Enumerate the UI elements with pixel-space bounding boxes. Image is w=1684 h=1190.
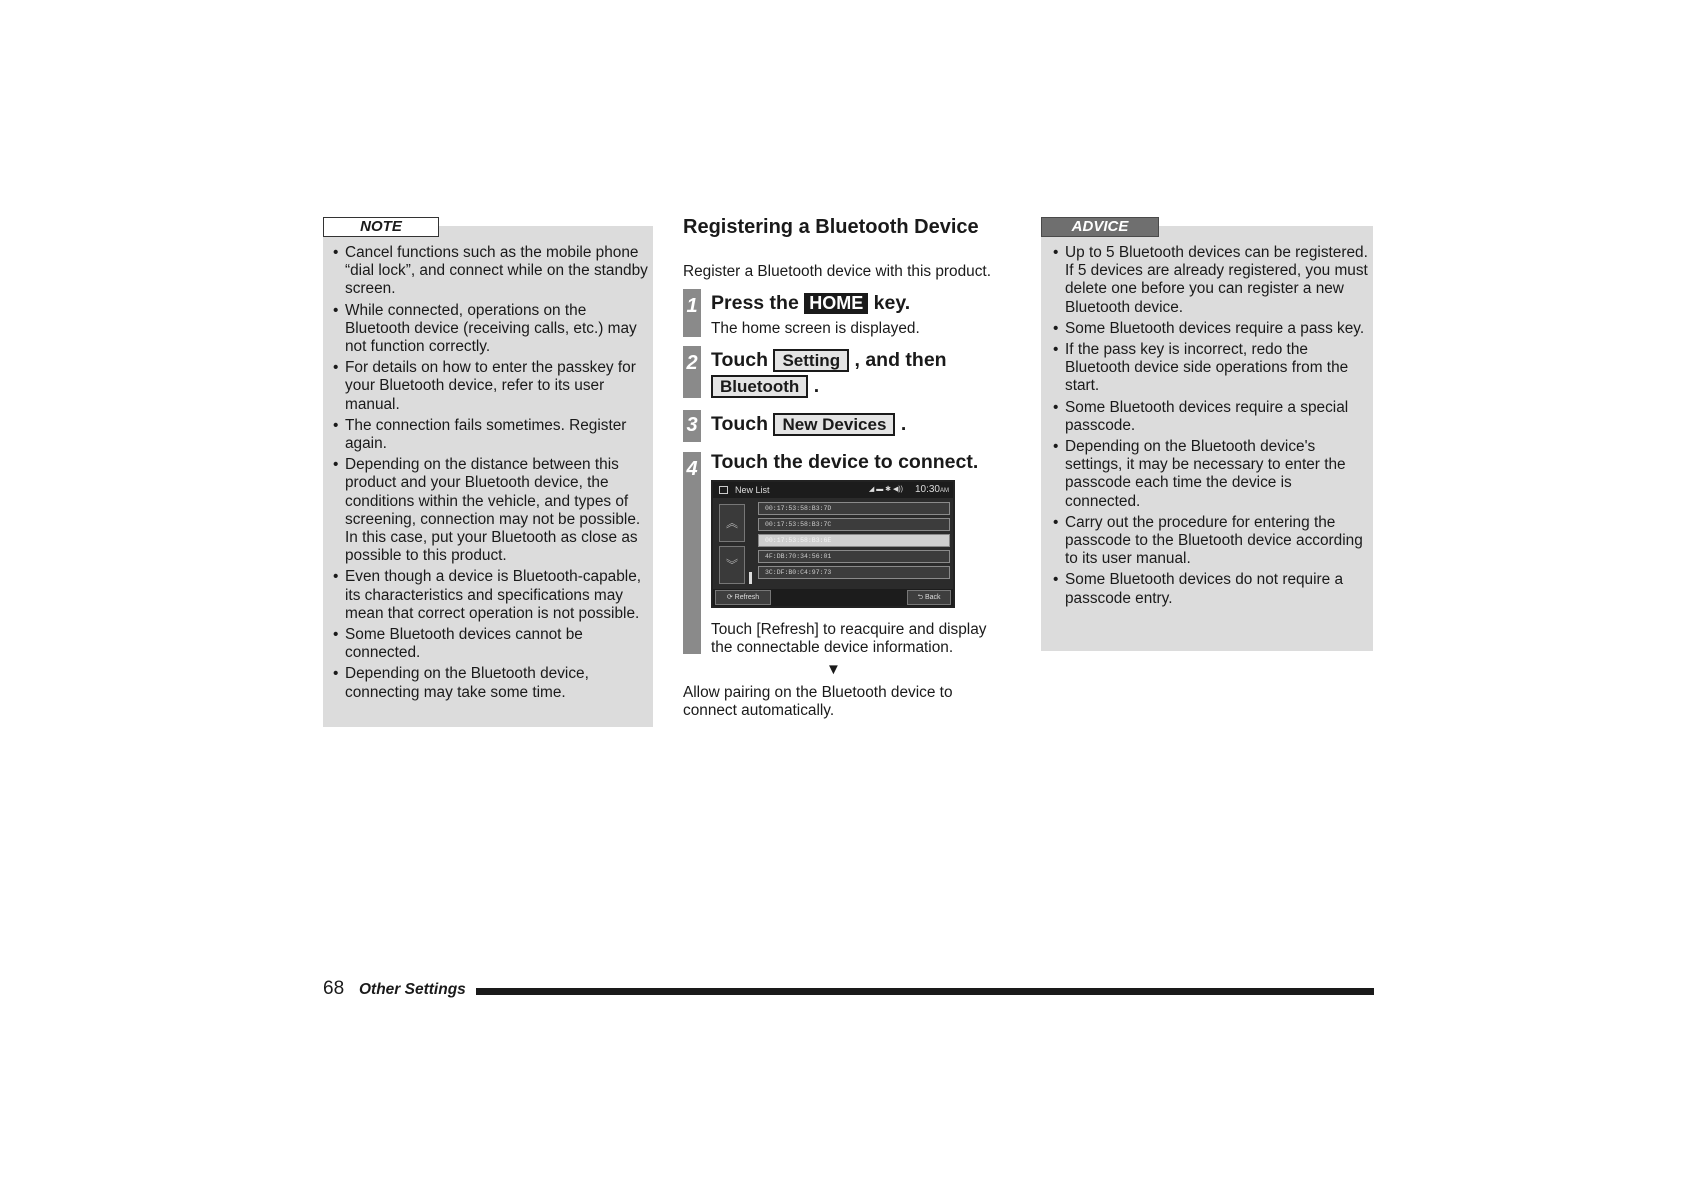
advice-item-extra: If 5 devices are already registered, you must delete one before you can register a new Bluetooth device.: [1065, 262, 1368, 316]
advice-item: • If the pass key is incorrect, redo the Bluetooth device side operations from the start.: [1053, 341, 1371, 396]
note-item: • Some Bluetooth devices cannot be connected.: [333, 626, 649, 662]
device-row-selected: 00:17:53:58:B3:6E: [758, 534, 950, 547]
screen-title: New List: [735, 485, 770, 495]
step-4-number: 4: [683, 452, 701, 654]
page-number: 68: [323, 978, 345, 999]
device-row: 00:17:53:58:B3:7C: [758, 518, 950, 531]
advice-item: • Some Bluetooth devices require a special passcode.: [1053, 399, 1371, 435]
advice-label: ADVICE: [1041, 217, 1159, 237]
device-row: 4F:DB:70:34:56:01: [758, 550, 950, 563]
section-intro: Register a Bluetooth device with this product.: [683, 263, 991, 280]
note-item: • The connection fails sometimes. Register again.: [333, 417, 649, 453]
advice-item-line: Up to 5 Bluetooth devices can be registered.: [1065, 244, 1368, 261]
status-icons: ◢ ▬ ✱ ◀)): [868, 486, 903, 493]
advice-item: • Carry out the procedure for entering the passcode to the Bluetooth device according to its user manual.: [1053, 514, 1371, 569]
arrow-down-icon: ▼: [826, 661, 841, 678]
step-2-post: .: [813, 375, 820, 397]
note-item: • Even though a device is Bluetooth-capable, its characteristics and specifications may mean that correct operation is not possible.: [333, 568, 649, 623]
note-list: [333, 244, 649, 705]
footer-rule: [476, 988, 1374, 995]
scroll-up-icon: ︽: [719, 504, 745, 542]
step-2-heading: [711, 348, 947, 372]
refresh-button: ⟳ Refresh: [715, 590, 771, 605]
note-item: • While connected, operations on the Bluetooth device (receiving calls, etc.) may not function correctly.: [333, 302, 649, 357]
step-2-heading-cont: [711, 374, 819, 398]
screen-clock: [915, 482, 949, 499]
step-4-sub: Touch [Refresh] to reacquire and display the connectable device information.: [711, 621, 987, 656]
list-icon: [719, 486, 728, 494]
clock-time: 10:30: [914, 484, 940, 495]
advice-item: • Some Bluetooth devices require a pass key.: [1053, 320, 1371, 338]
clock-suffix: AM: [940, 488, 949, 494]
step-2-pre: Touch: [711, 349, 769, 371]
note-item: • Depending on the distance between this product and your Bluetooth device, the conditions within the vehicle, and types of screening, connection may not be possible. In this case, put your Bluetooth as close as possible to this product.: [333, 456, 649, 565]
advice-item: • Some Bluetooth devices do not require a passcode entry.: [1053, 571, 1371, 607]
section-title: Registering a Bluetooth Device: [683, 216, 979, 238]
step-3-pre: Touch: [711, 413, 769, 435]
note-item: • Depending on the Bluetooth device, connecting may take some time.: [333, 665, 649, 701]
step-1-sub: The home screen is displayed.: [711, 320, 920, 337]
advice-item: [1053, 244, 1371, 317]
setting-key-label: Setting: [773, 349, 849, 372]
note-item: • Cancel functions such as the mobile phone “dial lock”, and connect while on the standby screen.: [333, 244, 649, 299]
scroll-indicator: [749, 572, 752, 584]
advice-item: • Depending on the Bluetooth device's settings, it may be necessary to enter the passcode each time the device is connected.: [1053, 438, 1371, 511]
step-1-number: 1: [683, 289, 701, 337]
screen-status-bar: [713, 482, 953, 498]
back-button: ⮌ Back: [907, 590, 951, 605]
step-3-number: 3: [683, 410, 701, 442]
device-row: 00:17:53:58:B3:7D: [758, 502, 950, 515]
step-1-pre: Press the: [711, 292, 799, 314]
device-row: 3C:DF:B0:C4:97:73: [758, 566, 950, 579]
step-2-mid: , and then: [854, 349, 947, 371]
scroll-down-icon: ︾: [719, 546, 745, 584]
new-devices-key-label: New Devices: [773, 413, 895, 436]
step-1-heading: [711, 291, 910, 315]
step-3-post: .: [900, 413, 907, 435]
screen-footer: [713, 589, 953, 606]
device-list-screenshot: [711, 480, 955, 608]
step-4-heading: Touch the device to connect.: [711, 451, 979, 473]
home-key-label: HOME: [804, 293, 868, 314]
footer-section-name: Other Settings: [359, 981, 466, 998]
step-1-post: key.: [873, 292, 911, 314]
step-3-heading: [711, 412, 906, 436]
bluetooth-key-label: Bluetooth: [711, 375, 808, 398]
note-label: NOTE: [323, 217, 439, 237]
note-item: • For details on how to enter the passkey for your Bluetooth device, refer to its user manual.: [333, 359, 649, 414]
advice-list: [1053, 244, 1371, 611]
final-instruction: Allow pairing on the Bluetooth device to connect automatically.: [683, 684, 953, 719]
step-2-number: 2: [683, 346, 701, 398]
